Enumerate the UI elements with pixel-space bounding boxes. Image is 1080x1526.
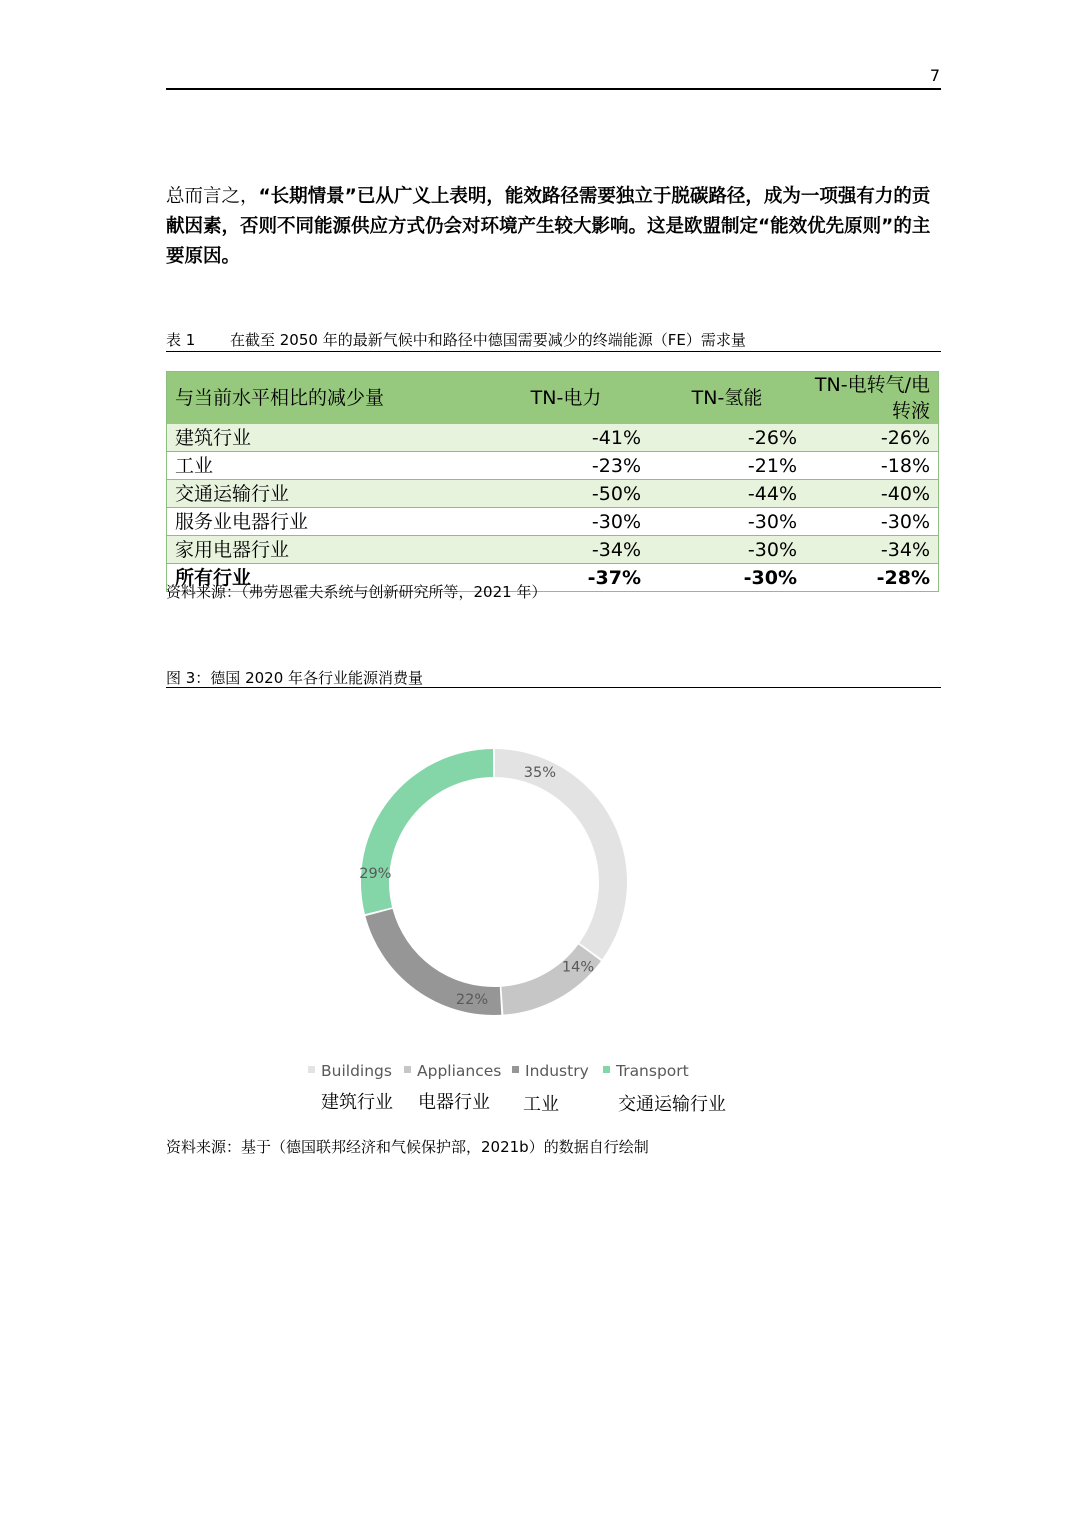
reduction-table xyxy=(166,371,939,592)
table-header-cell: TN-电转气/电转液 xyxy=(805,372,939,425)
table-caption xyxy=(166,330,941,350)
table-cell: -50% xyxy=(483,480,649,508)
table-cell: -18% xyxy=(805,452,939,480)
table-header-cell: TN-电力 xyxy=(483,372,649,425)
table-row xyxy=(167,424,939,452)
legend-swatch-icon xyxy=(308,1066,315,1073)
table-source: 资料来源：（弗劳恩霍夫系统与创新研究所等，2021 年） xyxy=(166,583,547,601)
table-row xyxy=(167,536,939,564)
legend-swatch-icon xyxy=(603,1066,610,1073)
table-header-cell: 与当前水平相比的减少量 xyxy=(167,372,484,425)
table-cell: 工业 xyxy=(167,452,484,480)
table-cell: -23% xyxy=(483,452,649,480)
table-cell: -34% xyxy=(805,536,939,564)
table-cell: 建筑行业 xyxy=(167,424,484,452)
slice-appliances xyxy=(501,944,601,1014)
table-cell: -30% xyxy=(743,566,797,589)
table-cell: -26% xyxy=(649,424,805,452)
page-number: 7 xyxy=(929,66,940,85)
table-cell: -30% xyxy=(805,508,939,536)
table-cell: -21% xyxy=(649,452,805,480)
donut-chart xyxy=(166,690,686,1030)
legend-swatch-icon xyxy=(404,1066,411,1073)
paragraph-bold: “长期情景”已从广义上表明，能效路径需要独立于脱碳路径，成为一项强有力的贡献因素，否则不同能源供应方式仍会对环境产生较大影响。这是欧盟制定“能效优先原则”的主要原因。 xyxy=(166,186,931,267)
table-cell: -40% xyxy=(805,480,939,508)
table-cell: 服务业电器行业 xyxy=(167,508,484,536)
table-cell: -30% xyxy=(649,508,805,536)
table-cell: 交通运输行业 xyxy=(167,480,484,508)
legend-item-transport xyxy=(603,1062,689,1080)
table-caption-number: 表 1 xyxy=(166,331,196,349)
legend-swatch-icon xyxy=(512,1066,519,1073)
table-cell: -34% xyxy=(483,536,649,564)
label-buildings: 35% xyxy=(523,765,557,782)
figure-caption: 图 3：德国 2020 年各行业能源消费量 xyxy=(166,669,424,687)
slice-buildings xyxy=(495,749,627,959)
legend-label: Appliances xyxy=(417,1062,502,1080)
table-row xyxy=(167,508,939,536)
slice-transport xyxy=(361,749,493,914)
paragraph-lead: 总而言之， xyxy=(166,186,259,207)
legend-item-appliances xyxy=(404,1062,501,1080)
table-cell: 所有行业 xyxy=(175,566,252,589)
legend-label: Industry xyxy=(525,1062,589,1080)
table-cell: -30% xyxy=(649,536,805,564)
table-row xyxy=(167,480,939,508)
legend-cn-appliances: 电器行业 xyxy=(418,1092,490,1113)
table-header-row xyxy=(167,372,939,425)
figure-source: 资料来源：基于（德国联邦经济和气候保护部，2021b）的数据自行绘制 xyxy=(166,1138,649,1156)
table-header-cell: TN-氢能 xyxy=(649,372,805,425)
legend-cn-industry: 工业 xyxy=(523,1094,559,1115)
table-caption-text: 在截至 2050 年的最新气候中和路径中德国需要减少的终端能源（FE）需求量 xyxy=(230,331,746,349)
table-cell: -26% xyxy=(805,424,939,452)
figure-caption-rule xyxy=(166,687,941,688)
table-cell: -37% xyxy=(587,566,641,589)
table-row xyxy=(167,452,939,480)
legend-item-industry xyxy=(512,1062,589,1080)
legend-label: Transport xyxy=(616,1062,689,1080)
table-caption-rule xyxy=(166,351,941,352)
table-cell: -28% xyxy=(876,566,930,589)
table-cell: -30% xyxy=(483,508,649,536)
table-cell: 家用电器行业 xyxy=(167,536,484,564)
label-appliances: 14% xyxy=(561,959,595,976)
legend-item-buildings xyxy=(308,1062,392,1080)
legend-cn-buildings: 建筑行业 xyxy=(321,1092,393,1113)
legend-label: Buildings xyxy=(321,1062,392,1080)
label-industry: 22% xyxy=(455,991,489,1008)
legend-cn-transport: 交通运输行业 xyxy=(618,1094,726,1115)
label-transport: 29% xyxy=(359,865,392,882)
header-rule xyxy=(166,88,941,90)
body-paragraph xyxy=(166,182,942,272)
table-cell: -44% xyxy=(649,480,805,508)
table-cell: -41% xyxy=(483,424,649,452)
